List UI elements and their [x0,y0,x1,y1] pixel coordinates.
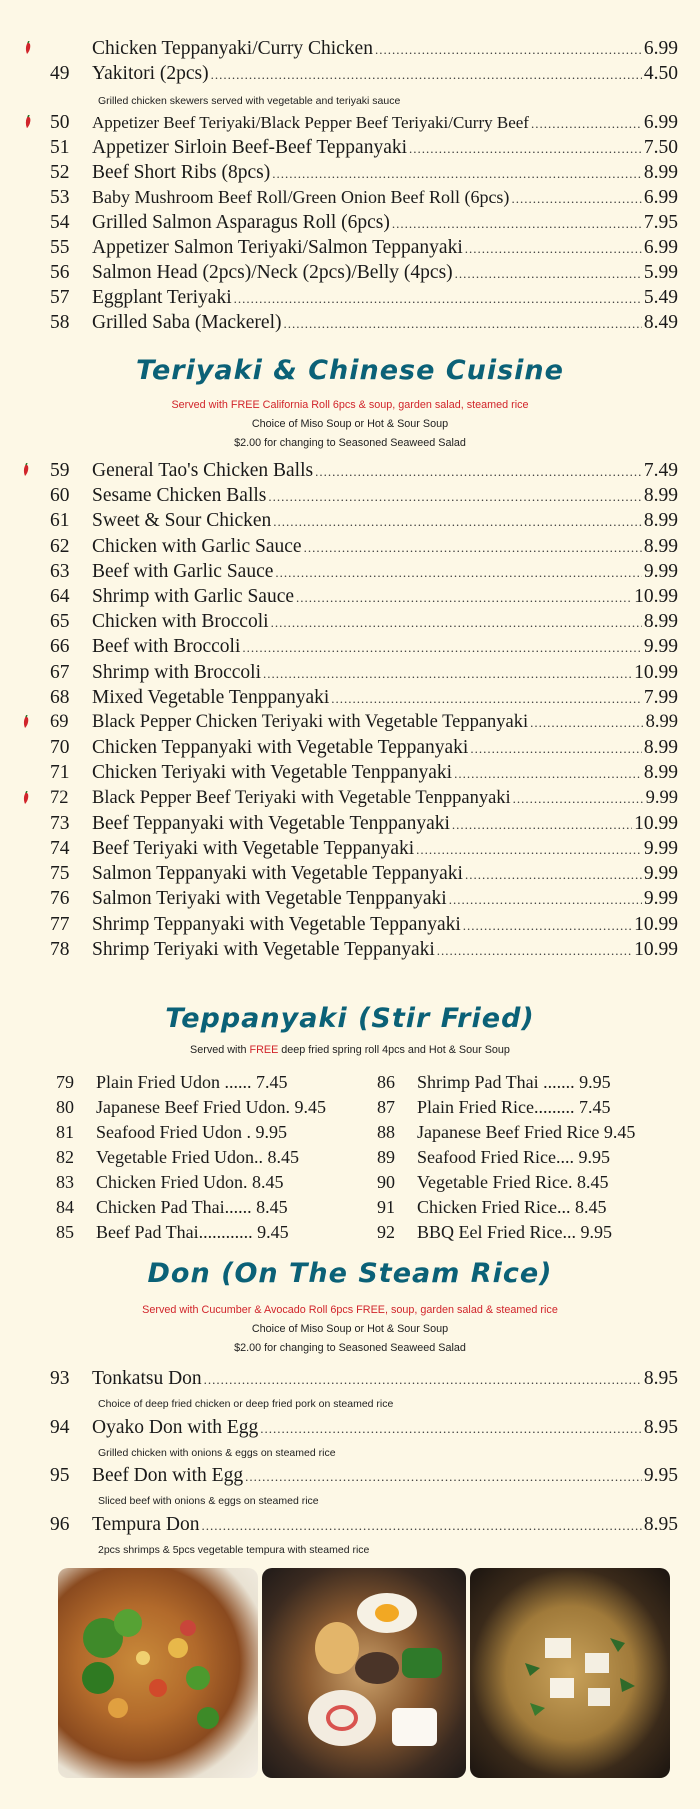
menu-item [50,888,678,914]
item-name: Shrimp Teppanyaki with Vegetable Teppanyaki [92,913,461,935]
item-number: 61 [50,510,70,532]
item-name-price: Seafood Fried Rice.... 9.95 [417,1147,610,1167]
item-number: 84 [56,1197,74,1217]
menu-item [50,63,678,89]
section-subtitle: $2.00 for changing to Seasoned Seaweed Salad [234,437,466,449]
item-number: 83 [56,1172,74,1192]
menu-item [56,1147,299,1168]
menu-item [50,712,678,738]
menu-item [50,863,678,889]
menu-item [50,536,678,562]
menu-item [50,162,678,188]
item-description: Choice of deep fried chicken or deep fried pork on steamed rice [98,1398,394,1410]
item-number: 79 [56,1072,74,1092]
section-subtitle: Served with FREE California Roll 6pcs & soup, garden salad, steamed rice [171,399,529,411]
item-name: Beef with Broccoli [92,636,241,658]
section-subtitle: Choice of Miso Soup or Hot & Sour Soup [251,418,449,430]
leader-dots [331,691,642,707]
menu-item [377,1172,608,1193]
section-title-stir-fried: Teppanyaki (Stir Fried) [165,1003,535,1034]
item-number: 56 [50,262,70,283]
miso-soup-photo [470,1568,670,1778]
item-price: 8.99 [643,737,678,759]
item-price: 9.99 [643,838,678,859]
leader-dots [465,241,642,257]
item-price: 9.99 [645,787,678,808]
menu-item [50,1368,678,1394]
item-price: 7.99 [643,686,678,708]
menu-item [377,1122,635,1143]
leader-dots [260,1421,642,1437]
menu-item [50,788,678,814]
menu-item [50,287,678,313]
section-title-teriyaki: Teriyaki & Chinese Cuisine [136,355,564,386]
item-number: 74 [50,838,70,859]
item-number: 75 [50,863,70,885]
item-number: 67 [50,661,70,683]
item-number: 62 [50,535,70,557]
item-name: Chicken Teppanyaki/ Curry Chicken [92,38,373,60]
item-price: 10.99 [634,661,678,683]
menu-item [377,1097,610,1118]
item-name: Shrimp Teriyaki with Vegetable Teppanyaki [92,938,435,960]
item-number: 93 [50,1368,70,1389]
item-number: 64 [50,586,70,607]
item-number: 72 [50,787,69,808]
item-name: Grilled Saba (Mackerel) [92,312,282,333]
item-name: Salmon Head (2pcs)/Neck (2pcs)/Belly (4pcs) [92,262,453,283]
item-number: 51 [50,137,70,158]
menu-item [56,1097,326,1118]
leader-dots [470,741,642,757]
leader-dots [452,817,632,833]
item-number: 55 [50,237,70,258]
item-number: 90 [377,1172,395,1192]
section-subtitle: Served with Cucumber & Avocado Roll 6pcs FREE, soup, garden salad & steamed rice [142,1304,558,1316]
item-description: Grilled chicken skewers served with vegetable and teriyaki sauce [98,95,401,107]
menu-item [50,838,678,864]
item-price: 8.99 [643,162,678,183]
fried-rice-photo [58,1568,258,1778]
menu-item [50,137,678,163]
menu-item [56,1172,283,1193]
item-name-price: Plain Fried Rice......... 7.45 [417,1097,611,1117]
leader-dots [392,216,642,232]
section-subtitle: Served with FREE deep fried spring roll 4pcs and Hot & Sour Soup [190,1044,510,1056]
menu-item [50,262,678,288]
item-price: 7.49 [643,460,678,481]
menu-item [56,1222,289,1243]
leader-dots [296,590,632,606]
section-subtitle: Choice of Miso Soup or Hot & Sour Soup [251,1323,449,1335]
item-price: 10.99 [634,938,678,960]
item-price: 6.99 [643,38,678,59]
menu-item [50,561,678,587]
leader-dots [530,715,643,731]
item-name: Appetizer Beef Teriyaki/ Black Pepper Beef Teriyaki/ Curry Beef [92,113,529,133]
menu-item [50,510,678,536]
item-number: 82 [56,1147,74,1167]
item-price: 5.99 [643,262,678,283]
item-number: 81 [56,1122,74,1142]
item-name-price: Vegetable Fried Rice. 8.45 [417,1172,609,1192]
item-name-price: Chicken Fried Udon. 8.45 [96,1172,284,1192]
item-number: 52 [50,162,70,183]
menu-item [50,813,678,839]
menu-item [50,1417,678,1443]
item-number: 92 [377,1222,395,1242]
leader-dots [245,1469,642,1485]
item-price: 8.95 [643,1368,678,1389]
item-price: 6.99 [643,112,678,133]
item-name: Chicken Teppanyaki with Vegetable Teppanyaki [92,737,469,759]
leader-dots [416,842,642,858]
menu-item [56,1072,288,1093]
item-name-price: Plain Fried Udon ...... 7.45 [96,1072,288,1092]
item-price: 8.99 [643,510,678,532]
menu-item [56,1197,288,1218]
item-price: 8.99 [643,762,678,784]
menu-item [50,1514,678,1540]
item-number: 50 [50,112,70,133]
item-price: 8.95 [643,1513,678,1535]
item-name: General Tao's Chicken Balls [92,460,314,481]
item-name-price: Chicken Pad Thai...... 8.45 [96,1197,288,1217]
item-number: 80 [56,1097,74,1117]
leader-dots [284,316,642,332]
item-name: Chicken with Garlic Sauce [92,535,302,557]
leader-dots [273,514,642,530]
leader-dots [201,1518,641,1534]
item-price: 10.99 [634,812,678,834]
item-number: 49 [50,63,70,84]
item-name: Oyako Don with Egg [92,1416,259,1438]
item-number: 94 [50,1416,70,1438]
item-name-price: Chicken Fried Rice... 8.45 [417,1197,607,1217]
menu-item [50,212,678,238]
menu-item [50,939,678,965]
item-number: 53 [50,187,70,208]
menu-item [50,586,678,612]
menu-item [50,914,678,940]
item-description: Sliced beef with onions & eggs on steamed rice [98,1495,319,1507]
item-name: Sesame Chicken Balls [92,485,267,507]
item-name: Eggplant Teriyaki [92,287,232,308]
item-name: Yakitori (2pcs) [92,63,209,84]
item-price: 9.99 [643,888,678,910]
item-name-price: Japanese Beef Fried Udon. 9.45 [96,1097,326,1117]
leader-dots [409,141,642,157]
item-name-price: Vegetable Fried Udon.. 8.45 [96,1147,299,1167]
menu-item [50,636,678,662]
item-number: 59 [50,460,70,481]
item-description: Grilled chicken with onions & eggs on steamed rice [98,1446,336,1459]
item-name: Shrimp with Broccoli [92,661,261,683]
menu-item [377,1072,611,1093]
menu-item [50,762,678,788]
item-name: Baby Mushroom Beef Roll/Green Onion Beef Roll (6pcs) [92,187,510,207]
item-name: Beef Don with Egg [92,1465,244,1486]
menu-item [50,737,678,763]
item-name: Tempura Don [92,1513,200,1535]
item-name: Beef Short Ribs (8pcs) [92,162,271,183]
item-number: 77 [50,913,70,935]
menu-item [50,187,678,213]
item-number: 88 [377,1122,395,1142]
item-price: 8.99 [643,611,678,633]
menu-item [377,1147,610,1168]
item-number: 95 [50,1465,70,1486]
leader-dots [263,666,632,682]
item-name: Tonkatsu Don [92,1368,202,1389]
item-number: 60 [50,485,70,507]
menu-item [50,662,678,688]
leader-dots [268,489,641,505]
item-price: 4.50 [643,63,678,84]
item-name: Sweet & Sour Chicken [92,510,272,532]
item-price: 9.99 [643,636,678,658]
leader-dots [437,943,632,959]
menu-item [56,1122,287,1143]
item-name: Black Pepper Beef Teriyaki with Vegetable Tenppanyaki [92,787,511,808]
item-description: 2pcs shrimps & 5pcs vegetable tempura with steamed rice [98,1543,370,1556]
leader-dots [465,867,642,883]
item-name: Mixed Vegetable Tenppanyaki [92,686,330,708]
leader-dots [272,166,642,182]
item-price: 9.99 [643,863,678,885]
item-name: Salmon Teriyaki with Vegetable Tenppanyaki [92,888,447,910]
leader-dots [449,892,642,908]
section-subtitle: $2.00 for changing to Seasoned Seaweed Salad [234,1342,466,1354]
chili-icon [22,463,31,477]
leader-dots [375,42,642,58]
udon-photo [262,1568,466,1778]
item-name: Chicken Teriyaki with Vegetable Tenppanyaki [92,762,453,784]
leader-dots [513,791,644,807]
item-price: 9.95 [643,1465,678,1486]
item-price: 9.99 [643,560,678,582]
menu-item [50,1465,678,1491]
chili-icon [24,41,33,55]
chili-icon [24,115,33,129]
menu-item [50,237,678,263]
item-name-price: Beef Pad Thai............ 9.45 [96,1222,289,1242]
item-number: 57 [50,287,70,308]
menu-item [50,460,678,486]
item-name-price: Shrimp Pad Thai ....... 9.95 [417,1072,611,1092]
item-name: Beef Teppanyaki with Vegetable Tenppanyaki [92,812,450,834]
item-number: 89 [377,1147,395,1167]
item-number: 68 [50,686,70,708]
item-number: 69 [50,712,69,732]
item-name: Black Pepper Chicken Teriyaki with Vegetable Teppanyaki [92,712,529,732]
item-number: 70 [50,737,70,759]
item-name: Chicken with Broccoli [92,611,269,633]
menu-item [50,687,678,713]
item-name: Salmon Teppanyaki with Vegetable Teppanyaki [92,863,463,885]
item-number: 63 [50,560,70,582]
item-price: 10.99 [634,586,678,607]
menu-item [50,112,678,138]
leader-dots [204,1372,642,1388]
leader-dots [242,640,642,656]
item-number: 66 [50,636,70,658]
item-number: 96 [50,1513,70,1535]
leader-dots [455,266,642,282]
leader-dots [275,565,641,581]
item-price: 8.95 [643,1416,678,1438]
item-name: Beef Teriyaki with Vegetable Teppanyaki [92,838,415,859]
item-name: Beef with Garlic Sauce [92,560,274,582]
item-number: 85 [56,1222,74,1242]
item-price: 7.50 [643,137,678,158]
leader-dots [531,116,642,132]
item-price: 8.49 [643,312,678,333]
item-number: 54 [50,212,70,233]
menu-item [377,1222,612,1243]
item-name-price: BBQ Eel Fried Rice... 9.95 [417,1222,612,1242]
leader-dots [211,67,642,83]
item-number: 87 [377,1097,395,1117]
item-price: 8.99 [643,485,678,507]
leader-dots [315,464,642,480]
section-title-don: Don (On The Steam Rice) [147,1258,553,1289]
menu-item [50,611,678,637]
menu-item [50,312,678,338]
item-number: 71 [50,762,70,784]
leader-dots [454,766,642,782]
item-name: Appetizer Salmon Teriyaki/Salmon Teppanyaki [92,237,463,258]
menu-item [377,1197,606,1218]
item-number: 78 [50,938,70,960]
item-name: Shrimp with Garlic Sauce [92,586,294,607]
item-price: 10.99 [634,913,678,935]
item-number: 58 [50,312,70,333]
item-number: 73 [50,812,70,834]
item-number: 86 [377,1072,395,1092]
item-price: 8.99 [645,712,678,732]
leader-dots [304,540,642,556]
leader-dots [234,291,642,307]
menu-item [50,38,678,64]
item-number: 91 [377,1197,395,1217]
item-name-price: Japanese Beef Fried Rice 9.45 [417,1122,636,1142]
item-name: Appetizer Sirloin Beef-Beef Teppanyaki [92,137,408,158]
item-number: 76 [50,888,70,910]
item-price: 8.99 [643,535,678,557]
leader-dots [271,615,642,631]
leader-dots [463,918,632,934]
item-price: 5.49 [643,287,678,308]
item-price: 6.99 [643,237,678,258]
menu-item [50,485,678,511]
item-name-price: Seafood Fried Udon . 9.95 [96,1122,287,1142]
chili-icon [22,791,31,805]
item-price: 6.99 [643,187,678,208]
item-name: Grilled Salmon Asparagus Roll (6pcs) [92,212,390,233]
item-number: 65 [50,611,70,633]
leader-dots [511,191,641,207]
item-price: 7.95 [643,212,678,233]
chili-icon [22,715,31,729]
